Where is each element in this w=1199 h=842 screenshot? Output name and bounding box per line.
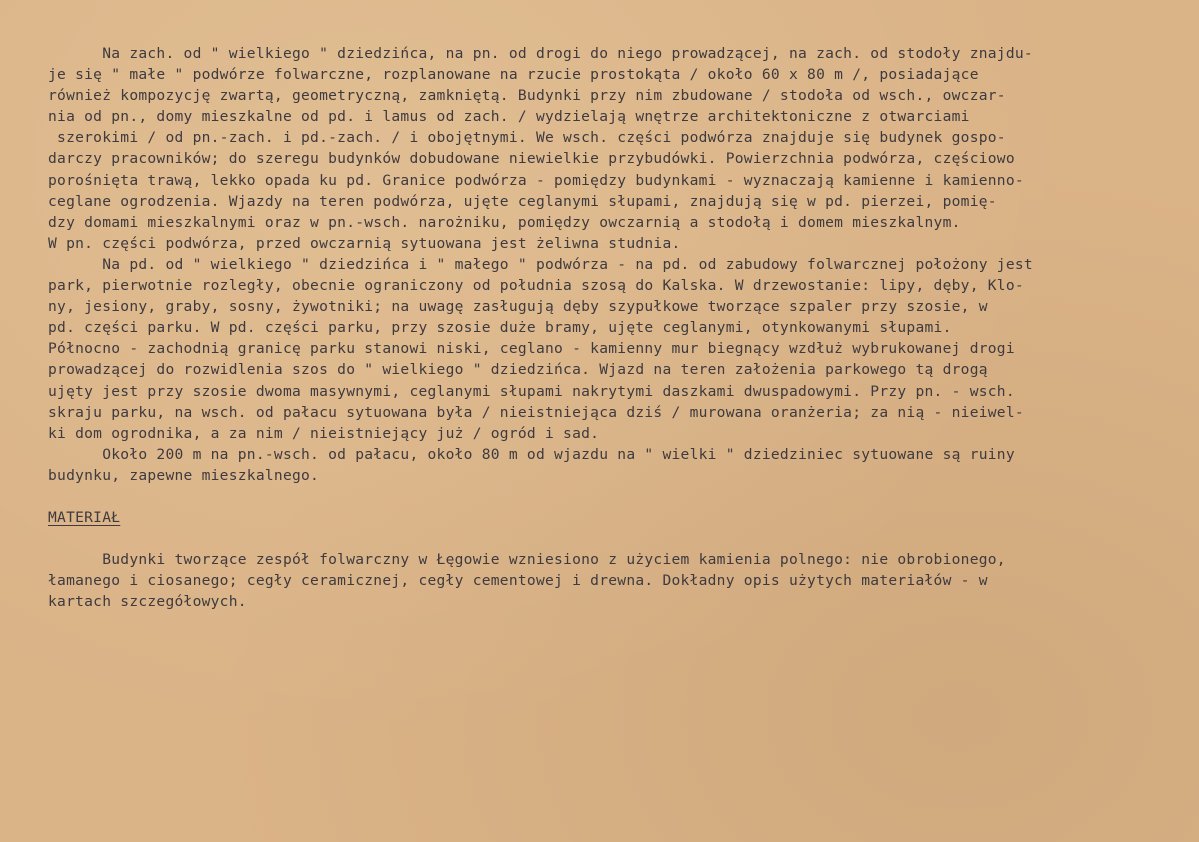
text-line: Około 200 m na pn.-wsch. od pałacu, około 80 m od wjazdu na " wielki " dziedziniec sytuowane są ruiny bbox=[48, 445, 1015, 463]
typed-page bbox=[48, 43, 1158, 612]
paragraph-materials bbox=[48, 549, 1158, 612]
paragraph-ruins bbox=[48, 444, 1158, 486]
text-line: ceglane ogrodzenia. Wjazdy na teren podwórza, ujęte ceglanymi słupami, znajdują się w pd. pierzei, pomię- bbox=[48, 192, 997, 210]
text-line: dzy domami mieszkalnymi oraz w pn.-wsch. narożniku, pomiędzy owczarnią a stodołą i domem mieszkalnym. bbox=[48, 213, 961, 231]
text-line: Północno - zachodnią granicę parku stanowi niski, ceglano - kamienny mur biegnący wzdłuż wybrukowanej drogi bbox=[48, 340, 1015, 358]
text-line: łamanego i ciosanego; cegły ceramicznej, cegły cementowej i drewna. Dokładny opis użytych materiałów - w bbox=[48, 572, 988, 590]
text-line: nia od pn., domy mieszkalne od pd. i lamus od zach. / wydzielają wnętrze architektoniczne z otwarciami bbox=[48, 108, 970, 126]
text-line: ki dom ogrodnika, a za nim / nieistniejący już / ogród i sad. bbox=[48, 424, 600, 442]
text-line: skraju parku, na wsch. od pałacu sytuowana była / nieistniejąca dziś / murowana oranżeria; za nią - nieiwel- bbox=[48, 403, 1024, 421]
text-line: również kompozycję zwartą, geometryczną, zamkniętą. Budynki przy nim zbudowane / stodoła od wsch., owczar- bbox=[48, 87, 1006, 105]
text-line: pd. części parku. W pd. części parku, przy szosie duże bramy, ujęte ceglanymi, otynkowanymi słupami. bbox=[48, 319, 952, 337]
paragraph-park bbox=[48, 254, 1158, 444]
paragraph-small-courtyard bbox=[48, 43, 1158, 254]
text-line: darczy pracowników; do szeregu budynków dobudowane niewielkie przybudówki. Powierzchnia podwórza, częściowo bbox=[48, 150, 1015, 168]
text-line: kartach szczegółowych. bbox=[48, 593, 247, 611]
text-line: W pn. części podwórza, przed owczarnią sytuowana jest żeliwna studnia. bbox=[48, 234, 681, 252]
text-line: je się " małe " podwórze folwarczne, rozplanowane na rzucie prostokąta / około 60 x 80 m /, posiadające bbox=[48, 66, 979, 84]
text-line: ny, jesiony, graby, sosny, żywotniki; na uwagę zasługują dęby szypułkowe tworzące szpaler przy szosie, w bbox=[48, 298, 988, 316]
text-line: Na zach. od " wielkiego " dziedzińca, na pn. od drogi do niego prowadzącej, na zach. od stodoły znajdu- bbox=[48, 45, 1033, 62]
text-line: porośnięta trawą, lekko opada ku pd. Granice podwórza - pomiędzy budynkami - wyznaczają kamienne i kamienno- bbox=[48, 171, 1024, 189]
text-line: Na pd. od " wielkiego " dziedzińca i " małego " podwórza - na pd. od zabudowy folwarcznej położony jest bbox=[48, 255, 1033, 273]
section-heading-material bbox=[48, 507, 1158, 528]
text-line: prowadzącej do rozwidlenia szos do " wielkiego " dziedzińca. Wjazd na teren założenia parkowego tą drogą bbox=[48, 361, 988, 379]
text-line: ujęty jest przy szosie dwoma masywnymi, ceglanymi słupami nakrytymi daszkami dwuspadowymi. Przy pn. - wsch. bbox=[48, 382, 1015, 400]
text-line: Budynki tworzące zespół folwarczny w Łęgowie wzniesiono z użyciem kamienia polnego: nie obrobionego, bbox=[48, 551, 1006, 569]
text-line: park, pierwotnie rozległy, obecnie ograniczony od południa szosą do Kalska. W drzewostanie: lipy, dęby, Klo- bbox=[48, 277, 1024, 295]
text-line: szerokimi / od pn.-zach. i pd.-zach. / i obojętnymi. We wsch. części podwórza znajduje się budynek gospo- bbox=[48, 129, 1006, 147]
section-heading-text: MATERIAŁ bbox=[48, 508, 121, 526]
text-line: budynku, zapewne mieszkalnego. bbox=[48, 466, 320, 484]
spacer bbox=[48, 528, 1158, 549]
spacer bbox=[48, 486, 1158, 507]
